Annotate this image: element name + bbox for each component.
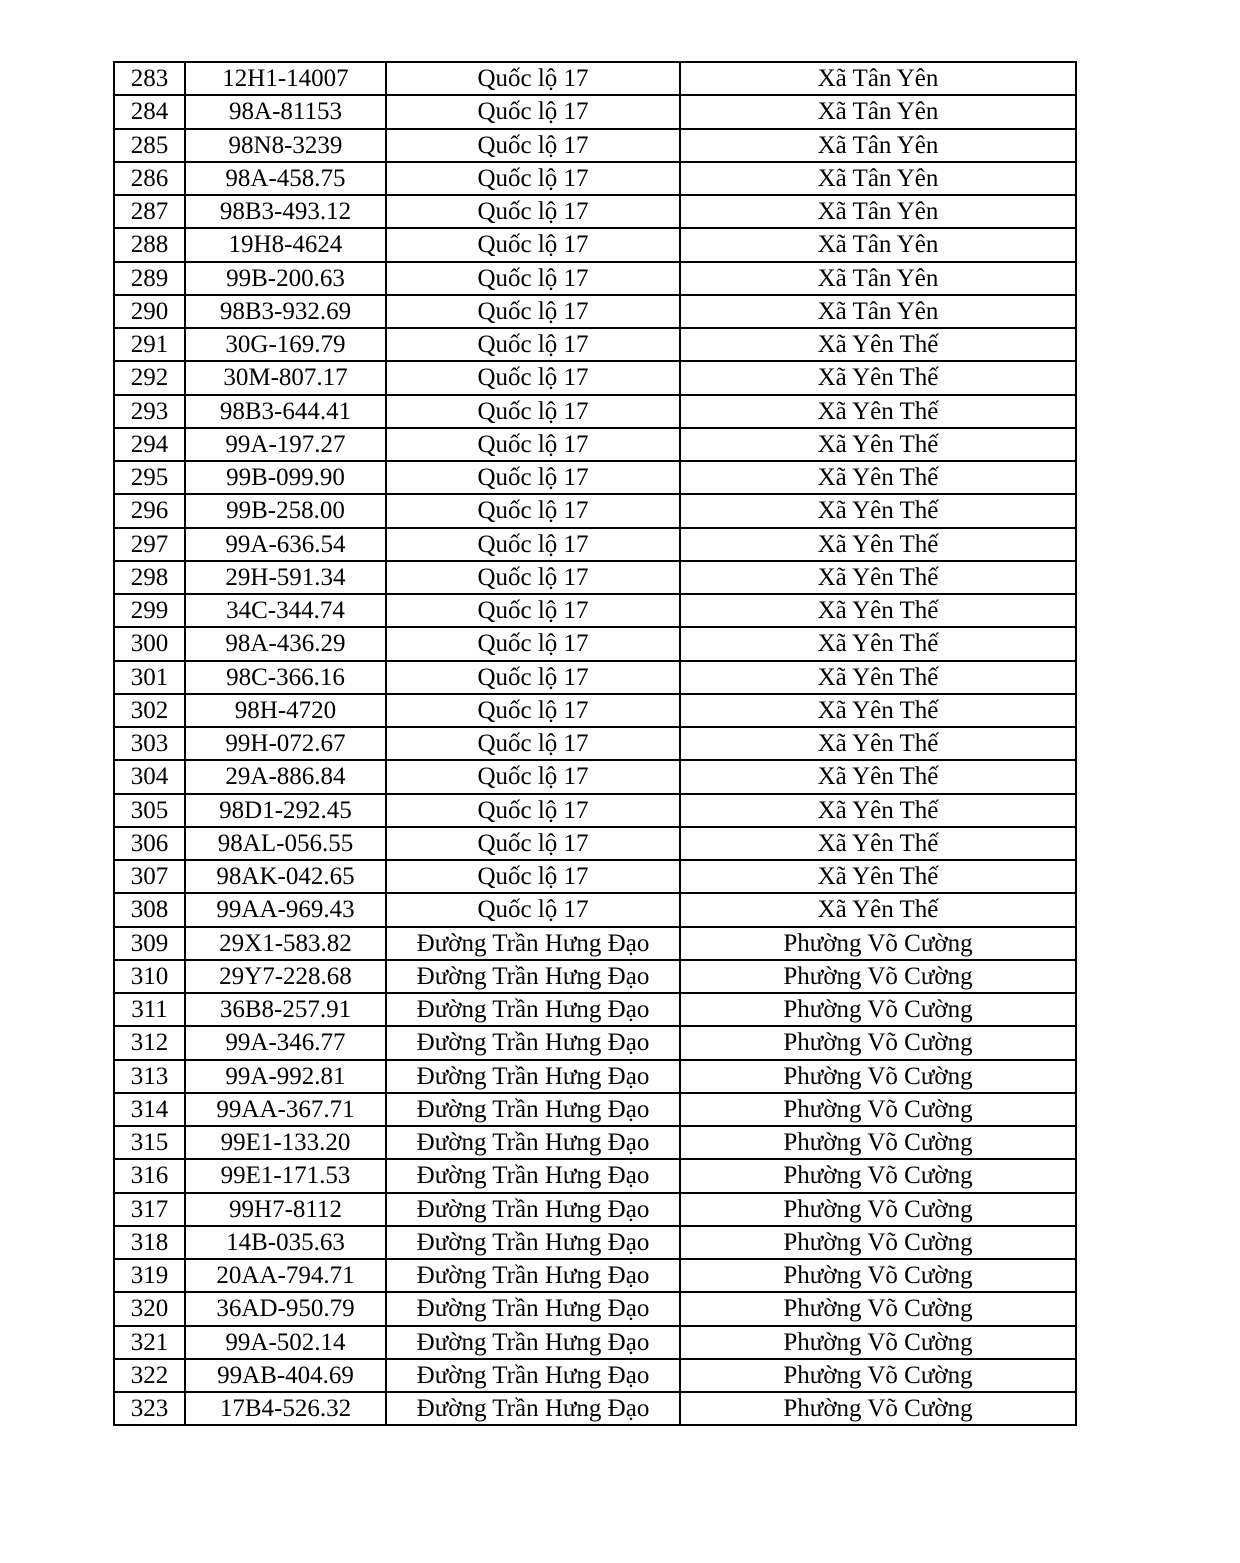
ward-name-cell: Phường Võ Cường: [680, 1093, 1076, 1126]
license-plate-cell: 30G-169.79: [185, 328, 386, 361]
row-number-cell: 319: [114, 1259, 185, 1292]
table-row: [114, 893, 1076, 926]
table-row: [114, 195, 1076, 228]
license-plate-cell: 99B-258.00: [185, 494, 386, 527]
license-plate-cell: 30M-807.17: [185, 361, 386, 394]
table-row: [114, 95, 1076, 128]
ward-name-cell: Xã Yên Thế: [680, 627, 1076, 660]
ward-name-cell: Xã Yên Thế: [680, 328, 1076, 361]
ward-name-cell: Xã Yên Thế: [680, 727, 1076, 760]
ward-name-cell: Xã Yên Thế: [680, 594, 1076, 627]
ward-name-cell: Xã Tân Yên: [680, 162, 1076, 195]
ward-name-cell: Phường Võ Cường: [680, 1292, 1076, 1325]
table-row: [114, 727, 1076, 760]
license-plate-cell: 98A-458.75: [185, 162, 386, 195]
ward-name-cell: Xã Yên Thế: [680, 494, 1076, 527]
license-plate-cell: 36AD-950.79: [185, 1292, 386, 1325]
license-plate-cell: 98H-4720: [185, 694, 386, 727]
license-plate-cell: 20AA-794.71: [185, 1259, 386, 1292]
table-row: [114, 1326, 1076, 1359]
road-name-cell: Quốc lộ 17: [386, 228, 680, 261]
row-number-cell: 322: [114, 1359, 185, 1392]
road-name-cell: Đường Trần Hưng Đạo: [386, 1159, 680, 1192]
ward-name-cell: Phường Võ Cường: [680, 1259, 1076, 1292]
table-row: [114, 1226, 1076, 1259]
table-row: [114, 162, 1076, 195]
ward-name-cell: Xã Tân Yên: [680, 195, 1076, 228]
license-plate-cell: 98N8-3239: [185, 129, 386, 162]
license-plate-cell: 29X1-583.82: [185, 927, 386, 960]
row-number-cell: 302: [114, 694, 185, 727]
license-plate-cell: 19H8-4624: [185, 228, 386, 261]
table-body: [114, 62, 1076, 1425]
road-name-cell: Quốc lộ 17: [386, 893, 680, 926]
row-number-cell: 310: [114, 960, 185, 993]
ward-name-cell: Phường Võ Cường: [680, 1060, 1076, 1093]
table-row: [114, 528, 1076, 561]
table-row: [114, 1259, 1076, 1292]
license-plate-cell: 29Y7-228.68: [185, 960, 386, 993]
ward-name-cell: Xã Yên Thế: [680, 661, 1076, 694]
license-plate-cell: 99H7-8112: [185, 1193, 386, 1226]
ward-name-cell: Xã Yên Thế: [680, 528, 1076, 561]
ward-name-cell: Xã Yên Thế: [680, 561, 1076, 594]
row-number-cell: 301: [114, 661, 185, 694]
ward-name-cell: Xã Yên Thế: [680, 395, 1076, 428]
table-row: [114, 328, 1076, 361]
ward-name-cell: Phường Võ Cường: [680, 1126, 1076, 1159]
license-plate-cell: 99E1-171.53: [185, 1159, 386, 1192]
ward-name-cell: Xã Tân Yên: [680, 95, 1076, 128]
row-number-cell: 320: [114, 1292, 185, 1325]
road-name-cell: Đường Trần Hưng Đạo: [386, 960, 680, 993]
road-name-cell: Quốc lộ 17: [386, 395, 680, 428]
road-name-cell: Đường Trần Hưng Đạo: [386, 1392, 680, 1425]
ward-name-cell: Phường Võ Cường: [680, 1392, 1076, 1425]
license-plate-cell: 99B-200.63: [185, 262, 386, 295]
row-number-cell: 283: [114, 62, 185, 95]
ward-name-cell: Xã Yên Thế: [680, 827, 1076, 860]
row-number-cell: 294: [114, 428, 185, 461]
table-row: [114, 428, 1076, 461]
license-plate-cell: 99AA-367.71: [185, 1093, 386, 1126]
road-name-cell: Đường Trần Hưng Đạo: [386, 993, 680, 1026]
table-row: [114, 1359, 1076, 1392]
license-plate-cell: 12H1-14007: [185, 62, 386, 95]
row-number-cell: 284: [114, 95, 185, 128]
row-number-cell: 289: [114, 262, 185, 295]
road-name-cell: Quốc lộ 17: [386, 561, 680, 594]
ward-name-cell: Xã Yên Thế: [680, 694, 1076, 727]
table-row: [114, 661, 1076, 694]
ward-name-cell: Phường Võ Cường: [680, 960, 1076, 993]
row-number-cell: 313: [114, 1060, 185, 1093]
road-name-cell: Đường Trần Hưng Đạo: [386, 1026, 680, 1059]
ward-name-cell: Phường Võ Cường: [680, 1026, 1076, 1059]
table-row: [114, 594, 1076, 627]
ward-name-cell: Xã Yên Thế: [680, 428, 1076, 461]
road-name-cell: Quốc lộ 17: [386, 62, 680, 95]
road-name-cell: Đường Trần Hưng Đạo: [386, 927, 680, 960]
road-name-cell: Đường Trần Hưng Đạo: [386, 1359, 680, 1392]
license-plate-cell: 36B8-257.91: [185, 993, 386, 1026]
license-plate-cell: 99A-346.77: [185, 1026, 386, 1059]
license-plate-cell: 99A-992.81: [185, 1060, 386, 1093]
row-number-cell: 314: [114, 1093, 185, 1126]
row-number-cell: 291: [114, 328, 185, 361]
ward-name-cell: Xã Yên Thế: [680, 760, 1076, 793]
row-number-cell: 290: [114, 295, 185, 328]
license-plate-cell: 29A-886.84: [185, 760, 386, 793]
row-number-cell: 323: [114, 1392, 185, 1425]
license-plate-cell: 98C-366.16: [185, 661, 386, 694]
road-name-cell: Quốc lộ 17: [386, 162, 680, 195]
table-row: [114, 960, 1076, 993]
table-row: [114, 1026, 1076, 1059]
license-plate-cell: 99A-197.27: [185, 428, 386, 461]
table-row: [114, 827, 1076, 860]
road-name-cell: Quốc lộ 17: [386, 661, 680, 694]
row-number-cell: 317: [114, 1193, 185, 1226]
license-plate-cell: 99B-099.90: [185, 461, 386, 494]
row-number-cell: 299: [114, 594, 185, 627]
road-name-cell: Quốc lộ 17: [386, 494, 680, 527]
table-row: [114, 129, 1076, 162]
table-row: [114, 1126, 1076, 1159]
road-name-cell: Quốc lộ 17: [386, 95, 680, 128]
road-name-cell: Đường Trần Hưng Đạo: [386, 1093, 680, 1126]
license-plate-cell: 99AB-404.69: [185, 1359, 386, 1392]
row-number-cell: 306: [114, 827, 185, 860]
table-row: [114, 1392, 1076, 1425]
table-row: [114, 395, 1076, 428]
license-plate-cell: 98B3-644.41: [185, 395, 386, 428]
license-plate-cell: 98AL-056.55: [185, 827, 386, 860]
road-name-cell: Quốc lộ 17: [386, 528, 680, 561]
road-name-cell: Quốc lộ 17: [386, 428, 680, 461]
ward-name-cell: Phường Võ Cường: [680, 1326, 1076, 1359]
table-row: [114, 262, 1076, 295]
license-plate-cell: 17B4-526.32: [185, 1392, 386, 1425]
ward-name-cell: Xã Yên Thế: [680, 893, 1076, 926]
row-number-cell: 285: [114, 129, 185, 162]
road-name-cell: Quốc lộ 17: [386, 594, 680, 627]
table-row: [114, 461, 1076, 494]
ward-name-cell: Xã Tân Yên: [680, 129, 1076, 162]
road-name-cell: Quốc lộ 17: [386, 129, 680, 162]
road-name-cell: Đường Trần Hưng Đạo: [386, 1326, 680, 1359]
road-name-cell: Đường Trần Hưng Đạo: [386, 1060, 680, 1093]
table-row: [114, 1159, 1076, 1192]
road-name-cell: Đường Trần Hưng Đạo: [386, 1292, 680, 1325]
road-name-cell: Quốc lộ 17: [386, 461, 680, 494]
license-plate-cell: 98A-81153: [185, 95, 386, 128]
license-plate-cell: 98B3-493.12: [185, 195, 386, 228]
ward-name-cell: Phường Võ Cường: [680, 927, 1076, 960]
table-row: [114, 993, 1076, 1026]
road-name-cell: Quốc lộ 17: [386, 627, 680, 660]
violation-table: [113, 61, 1077, 1426]
row-number-cell: 309: [114, 927, 185, 960]
ward-name-cell: Xã Yên Thế: [680, 860, 1076, 893]
license-plate-cell: 99A-636.54: [185, 528, 386, 561]
ward-name-cell: Phường Võ Cường: [680, 1159, 1076, 1192]
license-plate-cell: 98B3-932.69: [185, 295, 386, 328]
road-name-cell: Đường Trần Hưng Đạo: [386, 1126, 680, 1159]
license-plate-cell: 98A-436.29: [185, 627, 386, 660]
row-number-cell: 296: [114, 494, 185, 527]
table-row: [114, 694, 1076, 727]
row-number-cell: 297: [114, 528, 185, 561]
table-row: [114, 228, 1076, 261]
row-number-cell: 305: [114, 794, 185, 827]
road-name-cell: Quốc lộ 17: [386, 827, 680, 860]
row-number-cell: 286: [114, 162, 185, 195]
row-number-cell: 308: [114, 893, 185, 926]
row-number-cell: 318: [114, 1226, 185, 1259]
table-row: [114, 62, 1076, 95]
table-row: [114, 794, 1076, 827]
table-row: [114, 361, 1076, 394]
row-number-cell: 321: [114, 1326, 185, 1359]
license-plate-cell: 98D1-292.45: [185, 794, 386, 827]
road-name-cell: Quốc lộ 17: [386, 794, 680, 827]
license-plate-cell: 29H-591.34: [185, 561, 386, 594]
road-name-cell: Quốc lộ 17: [386, 694, 680, 727]
row-number-cell: 287: [114, 195, 185, 228]
table-row: [114, 1193, 1076, 1226]
table-row: [114, 1093, 1076, 1126]
road-name-cell: Quốc lộ 17: [386, 361, 680, 394]
road-name-cell: Quốc lộ 17: [386, 727, 680, 760]
road-name-cell: Đường Trần Hưng Đạo: [386, 1226, 680, 1259]
license-plate-cell: 99E1-133.20: [185, 1126, 386, 1159]
ward-name-cell: Xã Tân Yên: [680, 228, 1076, 261]
table-row: [114, 760, 1076, 793]
license-plate-cell: 99H-072.67: [185, 727, 386, 760]
row-number-cell: 316: [114, 1159, 185, 1192]
license-plate-cell: 14B-035.63: [185, 1226, 386, 1259]
license-plate-cell: 34C-344.74: [185, 594, 386, 627]
road-name-cell: Quốc lộ 17: [386, 760, 680, 793]
row-number-cell: 304: [114, 760, 185, 793]
row-number-cell: 298: [114, 561, 185, 594]
table-row: [114, 860, 1076, 893]
ward-name-cell: Xã Yên Thế: [680, 461, 1076, 494]
table-row: [114, 561, 1076, 594]
table-row: [114, 927, 1076, 960]
license-plate-cell: 98AK-042.65: [185, 860, 386, 893]
road-name-cell: Quốc lộ 17: [386, 328, 680, 361]
table-row: [114, 1292, 1076, 1325]
road-name-cell: Quốc lộ 17: [386, 295, 680, 328]
road-name-cell: Quốc lộ 17: [386, 860, 680, 893]
row-number-cell: 303: [114, 727, 185, 760]
ward-name-cell: Xã Tân Yên: [680, 262, 1076, 295]
row-number-cell: 295: [114, 461, 185, 494]
row-number-cell: 292: [114, 361, 185, 394]
ward-name-cell: Xã Yên Thế: [680, 361, 1076, 394]
row-number-cell: 315: [114, 1126, 185, 1159]
row-number-cell: 312: [114, 1026, 185, 1059]
license-plate-cell: 99AA-969.43: [185, 893, 386, 926]
row-number-cell: 311: [114, 993, 185, 1026]
ward-name-cell: Xã Tân Yên: [680, 295, 1076, 328]
road-name-cell: Quốc lộ 17: [386, 195, 680, 228]
ward-name-cell: Phường Võ Cường: [680, 993, 1076, 1026]
table-row: [114, 295, 1076, 328]
ward-name-cell: Phường Võ Cường: [680, 1359, 1076, 1392]
table-row: [114, 627, 1076, 660]
ward-name-cell: Phường Võ Cường: [680, 1193, 1076, 1226]
road-name-cell: Đường Trần Hưng Đạo: [386, 1193, 680, 1226]
ward-name-cell: Xã Tân Yên: [680, 62, 1076, 95]
road-name-cell: Đường Trần Hưng Đạo: [386, 1259, 680, 1292]
table-row: [114, 494, 1076, 527]
ward-name-cell: Xã Yên Thế: [680, 794, 1076, 827]
row-number-cell: 293: [114, 395, 185, 428]
license-plate-cell: 99A-502.14: [185, 1326, 386, 1359]
row-number-cell: 288: [114, 228, 185, 261]
row-number-cell: 307: [114, 860, 185, 893]
ward-name-cell: Phường Võ Cường: [680, 1226, 1076, 1259]
road-name-cell: Quốc lộ 17: [386, 262, 680, 295]
row-number-cell: 300: [114, 627, 185, 660]
table-row: [114, 1060, 1076, 1093]
